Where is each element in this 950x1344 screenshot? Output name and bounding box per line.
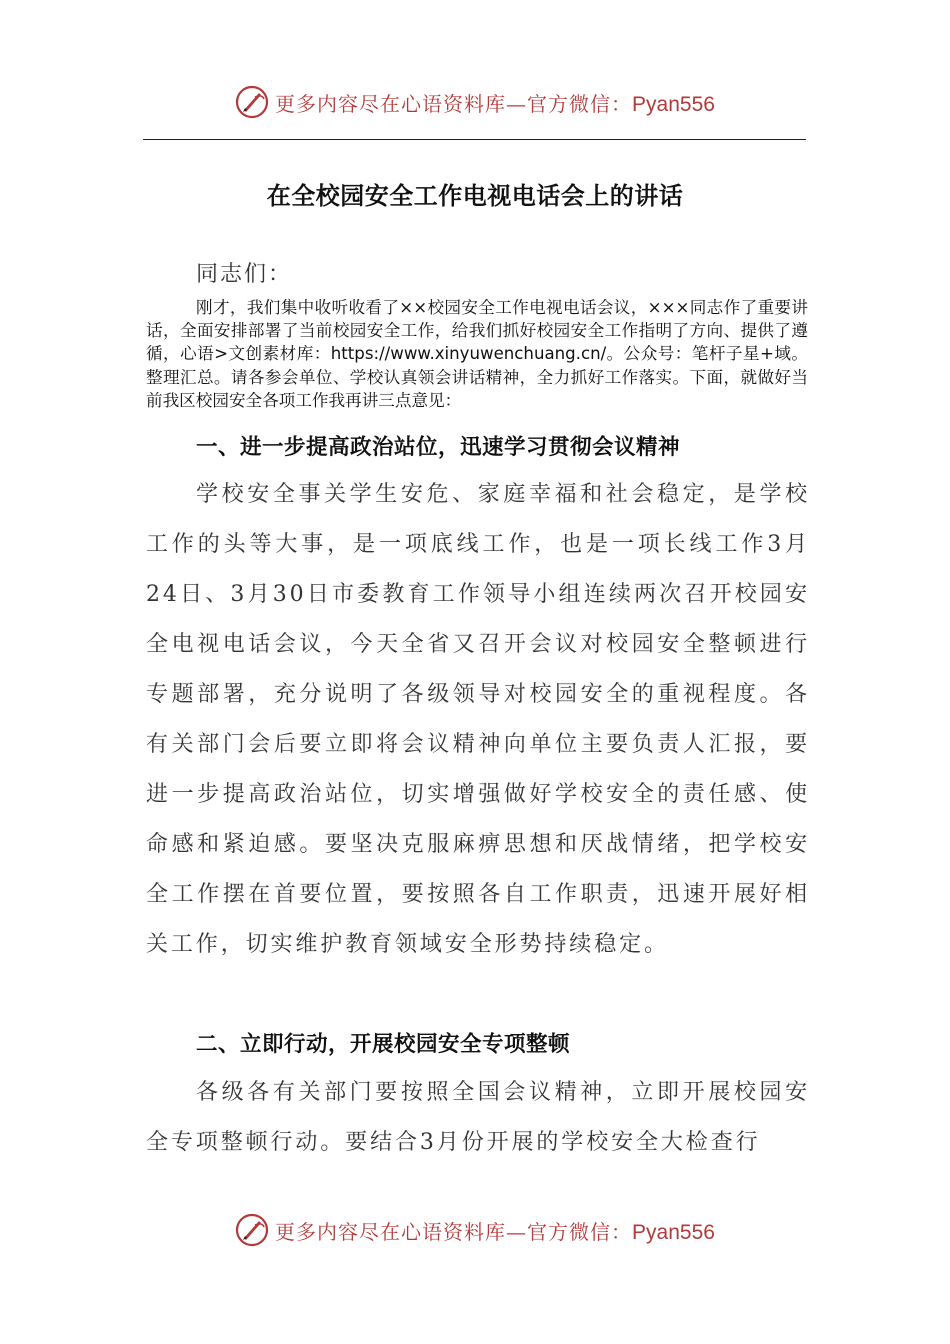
salutation: 同志们：: [196, 262, 293, 287]
section-1-paragraph: 学校安全事关学生安危、家庭幸福和社会稳定，是学校工作的头等大事，是一项底线工作，也是一项长线工作3月24日、3月30日市委教育工作领导小组连续两次召开校园安全电视电话会议，今天全省又召开会议对校园安全整顿进行专题部署，充分说明了各级领导对校园安全的重视程度。各有关部门会后要立即将会议精神向单位主要负责人汇报，要进一步提高政治站位，切实增强做好学校安全的责任感、使命感和紧迫感。要坚决克服麻痹思想和厌战情绪，把学校安全工作摆在首要位置，要按照各自工作职责，迅速开展好相关工作，切实维护教育领域安全形势持续稳定。: [146, 482, 810, 957]
quill-logo-icon: [235, 85, 269, 119]
header-banner: [0, 80, 950, 124]
header-divider: [143, 139, 806, 140]
banner-label: 更多内容尽在心语资料库—官方微信：Pyan556: [275, 91, 715, 116]
wechat-id: Pyan556: [632, 92, 715, 116]
banner-label: 更多内容尽在心语资料库—官方微信：Pyan556: [275, 1219, 715, 1244]
intro-paragraph: 刚才，我们集中收听收看了××校园安全工作电视电话会议，×××同志作了重要讲话，全面安排部署了当前校园安全工作，给我们抓好校园安全工作指明了方向、提供了遵循，心语>文创素材库：https://www.xinyuwenchuang.cn/。公众号：笔杆子星+域。整理汇总。请各参会单位、学校认真领会讲话精神，全力抓好工作落实。下面，就做好当前我区校园安全各项工作我再讲三点意见：: [146, 298, 808, 410]
quill-logo-icon: [235, 1213, 269, 1247]
wechat-id: Pyan556: [632, 1220, 715, 1244]
section-2-paragraph: 各级各有关部门要按照全国会议精神，立即开展校园安全专项整顿行动。要结合3月份开展的学校安全大检查行: [146, 1080, 810, 1155]
document-title: 在全校园安全工作电视电话会上的讲话: [266, 182, 684, 210]
footer-banner: [0, 1208, 950, 1252]
section-1-heading: 一、进一步提高政治站位，迅速学习贯彻会议精神: [196, 435, 681, 460]
section-2-heading: 二、立即行动，开展校园安全专项整顿: [196, 1032, 571, 1057]
